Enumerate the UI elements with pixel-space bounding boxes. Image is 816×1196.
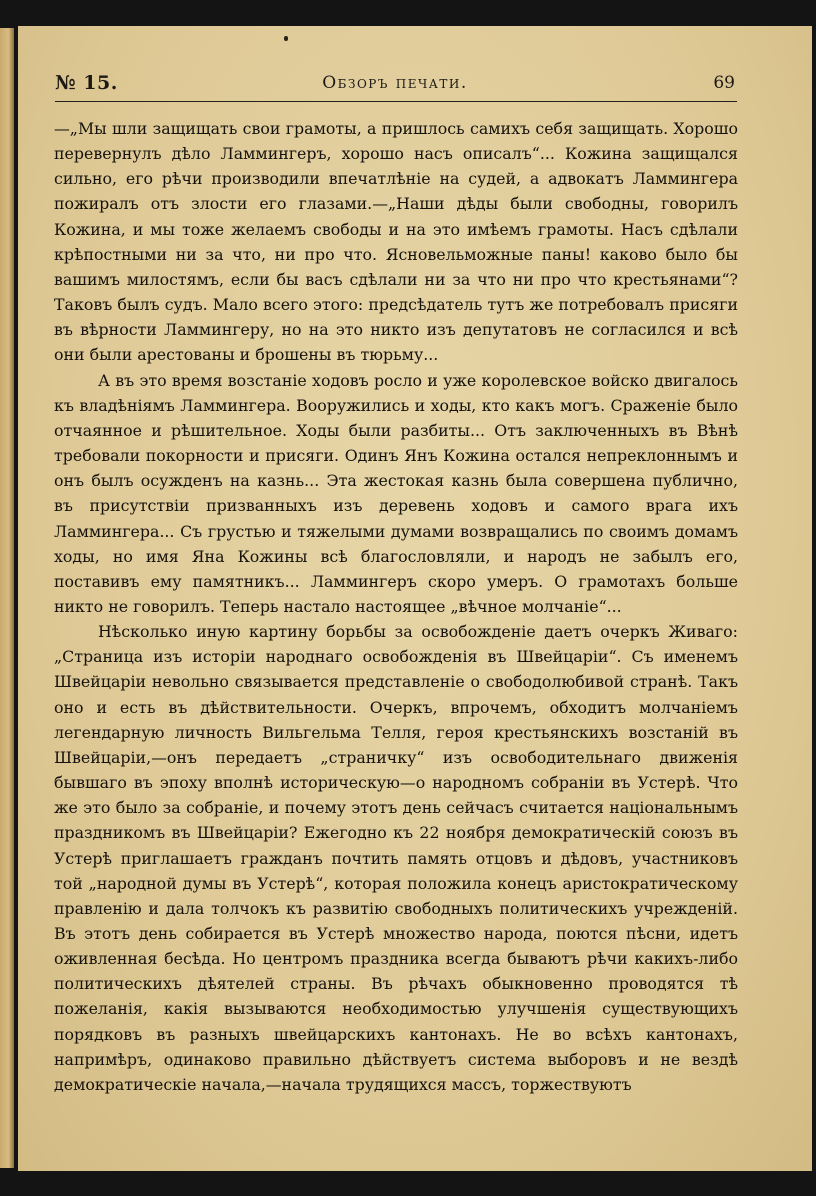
book-page (18, 26, 812, 1171)
running-header (55, 72, 735, 98)
paragraph-1: —„Мы шли защищать свои грамоты, а пришлось самихъ себя защищать. Хорошо перевернулъ дѣло Ламмингеръ, хорошо насъ описалъ“... Кожина защищался сильно, его рѣчи производили впечатлѣніе на судей, а адвокатъ Ламмингера пожиралъ отъ злости его глазами.—„Наши дѣды были свободны, говорилъ Кожина, и мы тоже желаемъ свободы и на это имѣемъ грамоты. Насъ сдѣлали крѣпостными ни за что, ни про что. Ясновельможные паны! каково было бы вашимъ милостямъ, если бы васъ сдѣлали ни за что ни про что крестьянами“? Таковъ былъ судъ. Мало всего этого: предсѣдатель тутъ же потребовалъ присяги въ вѣрности Ламмингеру, но на это никто изъ депутатовъ не согласился и всѣ они были арестованы и брошены въ тюрьму... (54, 119, 738, 365)
running-title: Обзоръ печати. (322, 73, 468, 93)
header-rule (55, 101, 737, 102)
adjacent-page-edge (0, 28, 14, 1168)
article-body (54, 116, 738, 1097)
paragraph-2: А въ это время возстаніе ходовъ росло и уже королевское войско двигалось къ владѣніямъ Ламмингера. Вооружились и ходы, кто какъ могъ. Сраженіе было отчаянное и рѣшительное. Ходы были разбиты... Отъ заключенныхъ въ Вѣнѣ требовали покорности и присяги. Одинъ Янъ Кожина остался непреклоннымъ и онъ былъ осужденъ на казнь... Эта жестокая казнь была совершена публично, въ присутствіи призванныхъ изъ деревень ходовъ и самого врага ихъ Ламмингера... Съ грустью и тяжелыми думами возвращались по своимъ домамъ ходы, но имя Яна Кожины всѣ благословляли, и народъ не забылъ его, поставивъ ему памятникъ... Ламмингеръ скоро умеръ. О грамотахъ больше никто не говорилъ. Теперь настало настоящее „вѣчное молчаніе“... (54, 370, 738, 616)
page-number: 69 (713, 73, 735, 93)
ink-speck (284, 36, 288, 41)
paragraph-3: Нѣсколько иную картину борьбы за освобожденіе даетъ очеркъ Живаго: „Страница изъ исторіи народнаго освобожденія въ Швейцаріи“. Съ именемъ Швейцаріи невольно связывается представленіе о свободолюбивой странѣ. Такъ оно и есть въ дѣйствительности. Очеркъ, впрочемъ, обходитъ молчаніемъ легендарную личность Вильгельма Телля, героя крестьянскихъ возстаній въ Швейцаріи,—онъ передаетъ „страничку“ изъ освободительнаго движенія бывшаго въ эпоху вполнѣ историческую—о народномъ собраніи въ Устерѣ. Что же это было за собраніе, и почему этотъ день сейчасъ считается національнымъ праздникомъ въ Швейцаріи? Ежегодно къ 22 ноября демократическій союзъ въ Устерѣ приглашаетъ гражданъ почтить память отцовъ и дѣдовъ, участниковъ той „народной думы въ Устерѣ“, которая положила конецъ аристократическому правленію и дала толчокъ къ развитію свободныхъ политическихъ учрежденій. Въ этотъ день собирается въ Устерѣ множество народа, поются пѣсни, идетъ оживленная бесѣда. Но центромъ праздника всегда бываютъ рѣчи какихъ-либо политическихъ дѣятелей страны. Въ рѣчахъ обыкновенно проводятся тѣ пожеланія, какія вызываются необходимостью улучшенія существующихъ порядковъ въ разныхъ швейцарскихъ кантонахъ. Не во всѣхъ кантонахъ, напримѣръ, одинаково правильно дѣйствуетъ система выборовъ и не вездѣ демократическіе начала,—начала трудящихся массъ, торжествуютъ (54, 622, 738, 1094)
issue-number: № 15. (55, 72, 118, 94)
